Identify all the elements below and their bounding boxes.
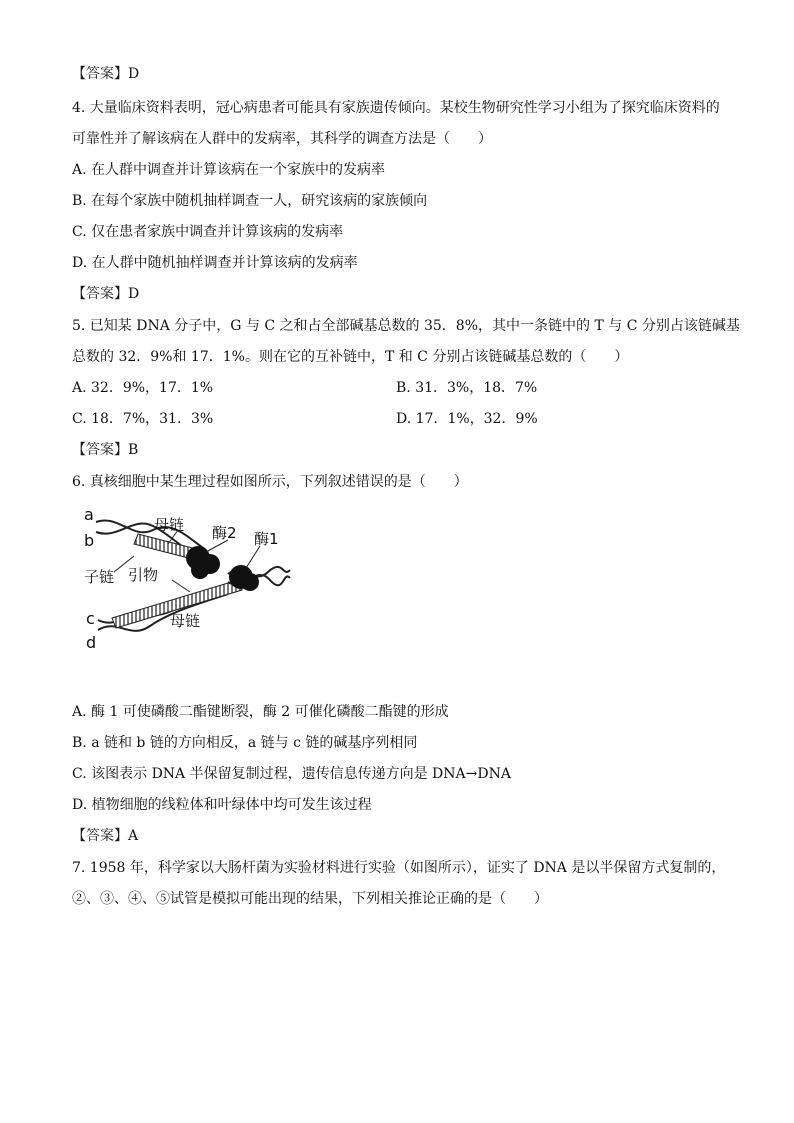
answer-line-q6 (72, 826, 138, 846)
label-b: b (84, 531, 95, 550)
question-6-option-d: D. 植物细胞的线粒体和叶绿体中均可发生该过程 (72, 797, 372, 813)
answer-tag: 【答案】 (72, 828, 128, 844)
label-enzyme2: 酶2 (212, 524, 237, 542)
answer-value: B (128, 442, 139, 458)
label-a: a (84, 505, 94, 524)
question-4-option-c: C. 仅在患者家族中调查并计算该病的发病率 (72, 224, 344, 240)
question-4-option-b: B. 在每个家族中随机抽样调查一人，研究该病的家族倾向 (72, 193, 428, 209)
answer-line-q4 (72, 284, 139, 304)
question-5-option-c: C. 18．7%，31．3% (72, 411, 214, 427)
question-6-option-b: B. a 链和 b 链的方向相反，a 链与 c 链的碱基序列相同 (72, 735, 418, 751)
question-5-stem-line1: 5. 已知某 DNA 分子中，G 与 C 之和占全部碱基总数的 35．8%，其中一条链中的 T 与 C 分别占该链碱基 (72, 318, 740, 334)
label-primer: 引物 (128, 566, 159, 584)
answer-line-q5 (72, 440, 138, 460)
label-d: d (86, 633, 97, 652)
label-c: c (86, 609, 95, 628)
question-4-stem-line1: 4. 大量临床资料表明，冠心病患者可能具有家族遗传倾向。某校生物研究性学习小组为了探究临床资料的 (72, 100, 720, 116)
question-5-option-b: B. 31．3%，18．7% (396, 380, 538, 396)
dna-replication-figure (78, 500, 298, 660)
enzyme2-blob (186, 546, 220, 579)
question-7-stem-line2: ②、③、④、⑤试管是模拟可能出现的结果，下列相关推论正确的是（ ） (72, 891, 548, 907)
label-daughter: 子链 (84, 568, 115, 586)
question-4-option-d: D. 在人群中随机抽样调查并计算该病的发病率 (72, 255, 358, 271)
label-parent-bottom: 母链 (170, 612, 201, 630)
question-5-option-d: D. 17．1%，32．9% (396, 411, 538, 427)
question-4-stem-line2: 可靠性并了解该病在人群中的发病率，其科学的调查方法是（ ） (72, 131, 492, 147)
answer-value: D (128, 66, 140, 82)
answer-tag: 【答案】 (72, 66, 128, 82)
answer-line-q3 (72, 64, 139, 84)
question-4-option-a: A. 在人群中调查并计算该病在一个家族中的发病率 (72, 162, 386, 178)
label-enzyme1: 酶1 (254, 530, 279, 548)
answer-tag: 【答案】 (72, 442, 128, 458)
question-5-option-a: A. 32．9%，17．1% (72, 380, 214, 396)
question-6-option-c: C. 该图表示 DNA 半保留复制过程，遗传信息传递方向是 DNA→DNA (72, 766, 511, 782)
answer-value: D (128, 286, 140, 302)
question-7-stem-line1: 7. 1958 年，科学家以大肠杆菌为实验材料进行实验（如图所示），证实了 DNA 是以半保留方式复制的， (72, 860, 726, 876)
label-parent-top: 母链 (154, 516, 185, 534)
answer-value: A (128, 828, 139, 844)
question-5-stem-line2: 总数的 32．9%和 17．1%。则在它的互补链中，T 和 C 分别占该链碱基总数的（ ） (72, 349, 629, 365)
answer-tag: 【答案】 (72, 286, 128, 302)
question-6-stem: 6. 真核细胞中某生理过程如图所示，下列叙述错误的是（ ） (72, 474, 468, 490)
question-6-option-a: A. 酶 1 可使磷酸二酯键断裂，酶 2 可催化磷酸二酯键的形成 (72, 704, 449, 720)
